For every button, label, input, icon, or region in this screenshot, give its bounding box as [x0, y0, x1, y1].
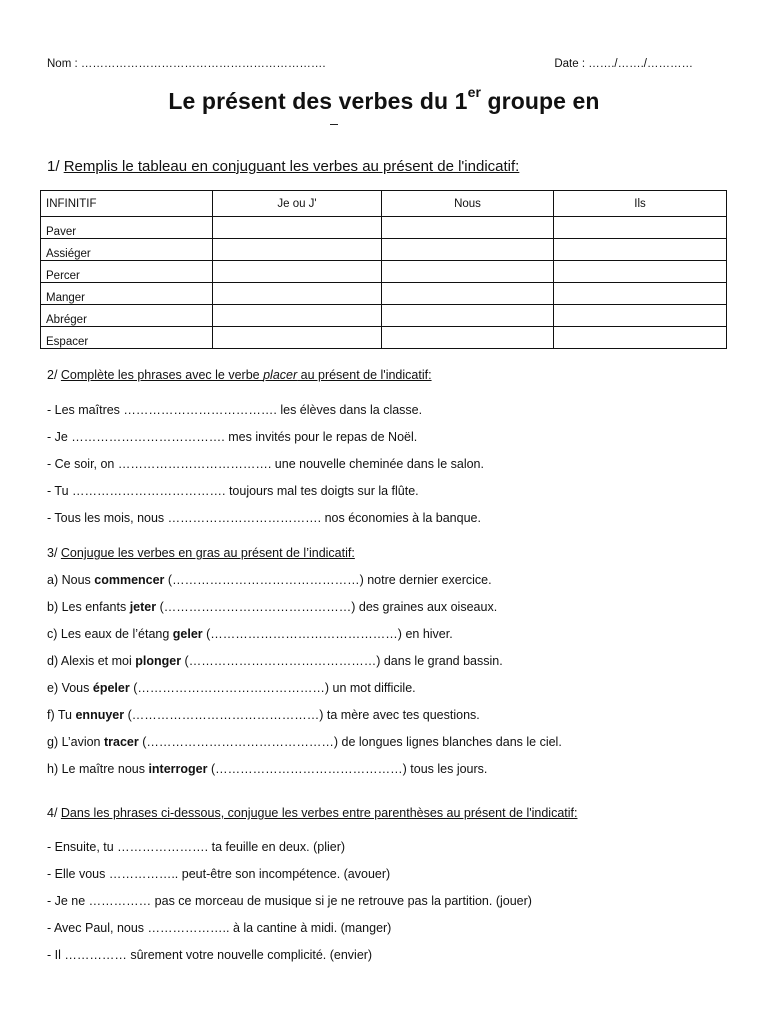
sentence-start: g) L’avion: [47, 735, 104, 749]
answer-cell[interactable]: [554, 327, 727, 349]
title-superscript: er: [467, 84, 482, 100]
bold-verb: épeler: [92, 681, 130, 695]
answer-cell[interactable]: [213, 305, 382, 327]
sentence-start: h) Le maître nous: [47, 762, 149, 776]
sentence-end: (………………………………………) en hiver.: [202, 627, 453, 641]
bold-verb: jeter: [129, 600, 157, 614]
sentence-line: - Ce soir, on ………………………………. une nouvelle cheminée dans le salon.: [47, 457, 484, 471]
verb-cell: Manger: [41, 283, 213, 305]
answer-cell[interactable]: [382, 283, 554, 305]
sentence-line: [47, 627, 453, 641]
question-3-instruction: Conjugue les verbes en gras au présent de l’indicatif:: [60, 546, 355, 560]
table-row: [41, 217, 727, 239]
question-4-instruction: Dans les phrases ci-dessous, conjugue les verbes entre parenthèses au présent de l'indicatif:: [60, 806, 578, 820]
table-header-row: [41, 191, 727, 217]
sentence-line: - Ensuite, tu …………………. ta feuille en deux. (plier): [47, 840, 346, 854]
verb-cell: Percer: [41, 261, 213, 283]
date-field-label: Date : ……./……./…………: [554, 58, 693, 70]
answer-cell[interactable]: [213, 327, 382, 349]
title-end: groupe en: [481, 88, 600, 114]
sentence-end: (………………………………………) notre dernier exercice.: [164, 573, 492, 587]
sentence-line: - Avec Paul, nous ……………….. à la cantine à midi. (manger): [47, 921, 392, 935]
sentence-line: [47, 600, 497, 614]
question-2-heading: [47, 368, 432, 382]
sentence-line: - Il …………… sûrement votre nouvelle complicité. (envier): [47, 948, 373, 962]
verb-cell: Espacer: [41, 327, 213, 349]
answer-cell[interactable]: [554, 283, 727, 305]
bold-verb: plonger: [135, 654, 182, 668]
verb-cell: Abréger: [41, 305, 213, 327]
answer-cell[interactable]: [213, 217, 382, 239]
sentence-end: (………………………………………) un mot difficile.: [129, 681, 416, 695]
column-header-je: Je ou J': [213, 191, 382, 217]
header-row: [47, 58, 693, 74]
answer-cell[interactable]: [213, 261, 382, 283]
question-2-instruction: [61, 368, 432, 382]
verb-cell: Assiéger: [41, 239, 213, 261]
column-header-ils: Ils: [554, 191, 727, 217]
sentence-line: - Tu ………………………………. toujours mal tes doigts sur la flûte.: [47, 484, 419, 498]
sentence-start: b) Les enfants: [47, 600, 130, 614]
question-2-text-a: Complète les phrases avec le verbe: [60, 368, 264, 382]
sentence-line: - Je ………………………………. mes invités pour le repas de Noël.: [47, 430, 418, 444]
sentence-line: - Je ne …………… pas ce morceau de musique si je ne retrouve pas la partition. (jouer): [47, 894, 532, 908]
question-2-text-b: au présent de l'indicatif:: [297, 368, 432, 382]
name-field-label: Nom : ……………………………………………………….: [47, 58, 326, 70]
sentence-start: f) Tu: [47, 708, 76, 722]
sentence-line: [47, 735, 562, 749]
answer-cell[interactable]: [382, 305, 554, 327]
sentence-line: - Les maîtres ………………………………. les élèves dans la classe.: [47, 403, 423, 417]
sentence-line: [47, 708, 480, 722]
sentence-line: - Elle vous …………….. peut-être son incompétence. (avouer): [47, 867, 391, 881]
answer-cell[interactable]: [554, 261, 727, 283]
question-2-number: 2/: [47, 368, 61, 382]
answer-cell[interactable]: [554, 239, 727, 261]
answer-cell[interactable]: [213, 239, 382, 261]
bold-verb: geler: [172, 627, 203, 641]
question-4-heading: [47, 806, 577, 820]
question-1-heading: [47, 158, 519, 175]
column-header-nous: Nous: [382, 191, 554, 217]
question-2-verb: placer: [263, 368, 298, 382]
question-3-heading: [47, 546, 355, 560]
sentence-start: e) Vous: [47, 681, 93, 695]
table-row: [41, 283, 727, 305]
table-row: [41, 305, 727, 327]
table-row: [41, 261, 727, 283]
table-row: [41, 239, 727, 261]
answer-cell[interactable]: [554, 217, 727, 239]
sentence-start: c) Les eaux de l’étang: [47, 627, 173, 641]
answer-cell[interactable]: [382, 217, 554, 239]
page-title: [0, 84, 768, 115]
sentence-end: (………………………………………) de longues lignes blanches dans le ciel.: [138, 735, 562, 749]
title-dash: [330, 124, 338, 125]
bold-verb: interroger: [148, 762, 208, 776]
table-row: [41, 327, 727, 349]
sentence-line: [47, 681, 416, 695]
sentence-line: [47, 654, 503, 668]
sentence-end: (………………………………………) tous les jours.: [207, 762, 488, 776]
sentence-start: d) Alexis et moi: [47, 654, 136, 668]
question-4-number: 4/: [47, 806, 61, 820]
question-1-instruction: Remplis le tableau en conjuguant les verbes au présent de l'indicatif:: [63, 158, 520, 175]
column-header-infinitif: INFINITIF: [41, 191, 213, 217]
conjugation-table: [40, 190, 727, 349]
bold-verb: ennuyer: [75, 708, 125, 722]
sentence-end: (………………………………………) dans le grand bassin.: [181, 654, 503, 668]
answer-cell[interactable]: [382, 261, 554, 283]
answer-cell[interactable]: [554, 305, 727, 327]
question-3-number: 3/: [47, 546, 61, 560]
answer-cell[interactable]: [213, 283, 382, 305]
verb-cell: Paver: [41, 217, 213, 239]
title-main: Le présent des verbes du 1: [168, 88, 468, 114]
sentence-line: - Tous les mois, nous ………………………………. nos économies à la banque.: [47, 511, 481, 525]
answer-cell[interactable]: [382, 239, 554, 261]
sentence-line: [47, 573, 492, 587]
sentence-end: (………………………………………) ta mère avec tes questions.: [124, 708, 480, 722]
bold-verb: commencer: [94, 573, 165, 587]
sentence-line: [47, 762, 487, 776]
question-1-number: 1/: [47, 158, 64, 175]
bold-verb: tracer: [103, 735, 139, 749]
sentence-end: (………………………………………) des graines aux oiseaux.: [156, 600, 498, 614]
sentence-start: a) Nous: [47, 573, 95, 587]
answer-cell[interactable]: [382, 327, 554, 349]
